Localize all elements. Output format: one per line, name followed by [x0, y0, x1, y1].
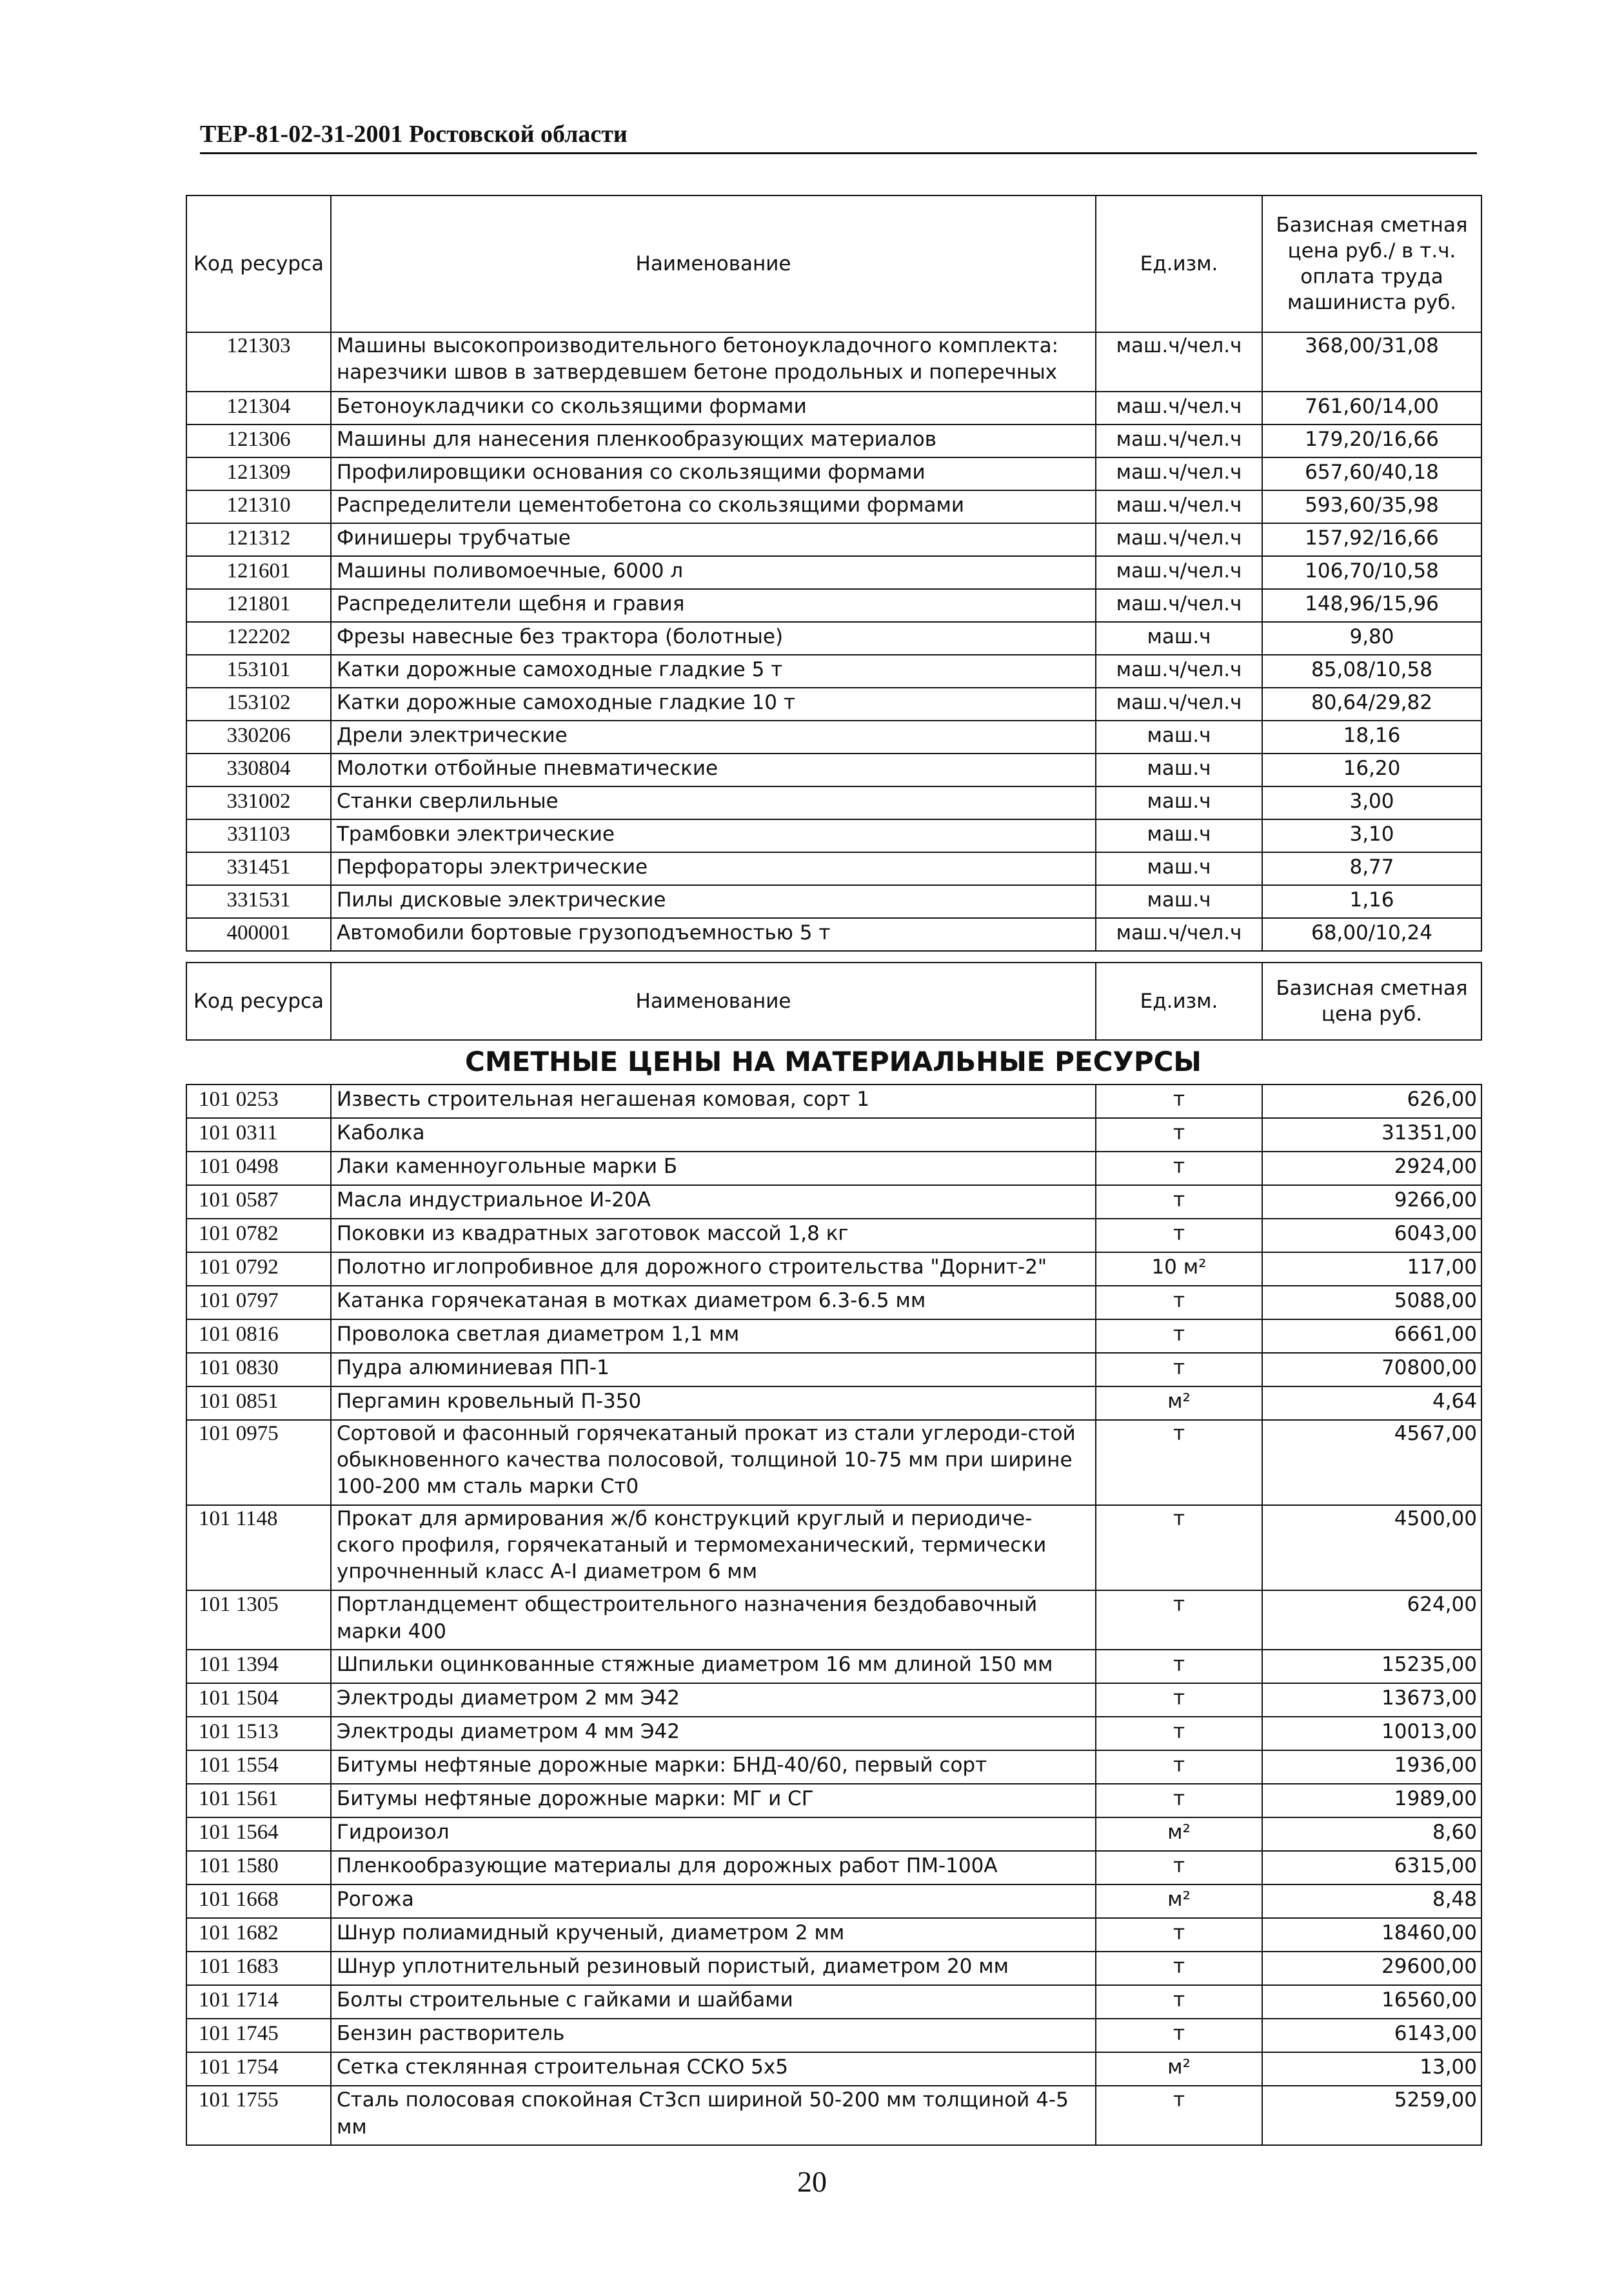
row-unit: т	[1096, 2086, 1262, 2145]
table-row	[186, 1817, 1481, 1851]
row-price: 368,00/31,08	[1262, 332, 1481, 392]
row-price: 29600,00	[1262, 1952, 1481, 1985]
row-name: Шпильки оцинкованные стяжные диаметром 16 мм длиной 150 мм	[331, 1650, 1096, 1683]
row-unit: т	[1096, 1985, 1262, 2019]
column-header-price: Базисная сметная цена руб.	[1262, 963, 1481, 1040]
row-price: 13673,00	[1262, 1683, 1481, 1717]
row-unit: т	[1096, 1505, 1262, 1590]
row-price: 6143,00	[1262, 2019, 1481, 2052]
row-price: 8,60	[1262, 1817, 1481, 1851]
row-name: Рогожа	[331, 1884, 1096, 1918]
row-code: 122202	[186, 622, 331, 655]
row-price: 761,60/14,00	[1262, 392, 1481, 425]
row-price: 80,64/29,82	[1262, 688, 1481, 721]
table-row	[186, 721, 1481, 754]
row-name: Бетоноукладчики со скользящими формами	[331, 392, 1096, 425]
row-code: 330804	[186, 754, 331, 786]
row-name: Шнур уплотнительный резиновый пористый, диаметром 20 мм	[331, 1952, 1096, 1985]
table-row	[186, 754, 1481, 786]
row-code: 101 0851	[186, 1386, 331, 1420]
row-unit: маш.ч	[1096, 721, 1262, 754]
table-row	[186, 2052, 1481, 2086]
row-name: Пергамин кровельный П-350	[331, 1386, 1096, 1420]
row-unit: маш.ч/чел.ч	[1096, 918, 1262, 951]
row-code: 101 1714	[186, 1985, 331, 2019]
row-name: Сетка стеклянная строительная ССКО 5х5	[331, 2052, 1096, 2086]
row-price: 117,00	[1262, 1252, 1481, 1286]
row-name: Машины для нанесения пленкообразующих материалов	[331, 425, 1096, 457]
row-unit: маш.ч/чел.ч	[1096, 457, 1262, 490]
row-name: Лаки каменноугольные марки Б	[331, 1152, 1096, 1185]
row-unit: маш.ч/чел.ч	[1096, 655, 1262, 688]
row-name: Профилировщики основания со скользящими формами	[331, 457, 1096, 490]
table-row	[186, 2086, 1481, 2145]
table-row	[186, 918, 1481, 951]
row-name: Битумы нефтяные дорожные марки: БНД-40/60, первый сорт	[331, 1750, 1096, 1784]
table-row	[186, 1851, 1481, 1884]
row-code: 101 1554	[186, 1750, 331, 1784]
row-name: Трамбовки электрические	[331, 819, 1096, 852]
column-header-name: Наименование	[331, 195, 1096, 332]
row-unit: маш.ч/чел.ч	[1096, 490, 1262, 523]
row-unit: т	[1096, 1784, 1262, 1817]
row-name: Финишеры трубчатые	[331, 523, 1096, 556]
row-code: 101 1305	[186, 1590, 331, 1650]
table-header-row	[186, 195, 1481, 332]
table-row	[186, 490, 1481, 523]
row-price: 8,48	[1262, 1884, 1481, 1918]
row-name: Машины высокопроизводительного бетоноукладочного комплекта: нарезчики швов в затвердевшем бетоне продольных и поперечных	[331, 332, 1096, 392]
table-row	[186, 1319, 1481, 1353]
row-price: 626,00	[1262, 1085, 1481, 1118]
row-code: 153101	[186, 655, 331, 688]
row-code: 121303	[186, 332, 331, 392]
row-code: 101 1754	[186, 2052, 331, 2086]
row-name: Распределители цементобетона со скользящими формами	[331, 490, 1096, 523]
row-price: 9,80	[1262, 622, 1481, 655]
row-unit: т	[1096, 1152, 1262, 1185]
row-unit: т	[1096, 1851, 1262, 1884]
row-code: 121801	[186, 589, 331, 622]
row-code: 331451	[186, 852, 331, 885]
row-price: 3,00	[1262, 786, 1481, 819]
row-unit: т	[1096, 1219, 1262, 1252]
table-row	[186, 1252, 1481, 1286]
row-code: 101 1394	[186, 1650, 331, 1683]
row-code: 153102	[186, 688, 331, 721]
table-row	[186, 589, 1481, 622]
row-code: 101 1745	[186, 2019, 331, 2052]
row-name: Электроды диаметром 4 мм Э42	[331, 1717, 1096, 1750]
table-row	[186, 1683, 1481, 1717]
row-unit: т	[1096, 1118, 1262, 1152]
row-code: 121304	[186, 392, 331, 425]
row-unit: т	[1096, 1918, 1262, 1952]
table-row	[186, 1118, 1481, 1152]
column-header-name: Наименование	[331, 963, 1096, 1040]
row-name: Машины поливомоечные, 6000 л	[331, 556, 1096, 589]
row-unit: маш.ч/чел.ч	[1096, 523, 1262, 556]
table-row	[186, 1717, 1481, 1750]
row-code: 101 0311	[186, 1118, 331, 1152]
column-header-code: Код ресурса	[186, 195, 331, 332]
table-row	[186, 457, 1481, 490]
column-header-unit: Ед.изм.	[1096, 195, 1262, 332]
row-price: 1936,00	[1262, 1750, 1481, 1784]
table-row	[186, 1386, 1481, 1420]
row-name: Каболка	[331, 1118, 1096, 1152]
table-row	[186, 655, 1481, 688]
row-name: Бензин растворитель	[331, 2019, 1096, 2052]
table-row	[186, 2019, 1481, 2052]
row-name: Проволока светлая диаметром 1,1 мм	[331, 1319, 1096, 1353]
column-header-code: Код ресурса	[186, 963, 331, 1040]
table-row	[186, 1152, 1481, 1185]
materials-section-title: СМЕТНЫЕ ЦЕНЫ НА МАТЕРИАЛЬНЫЕ РЕСУРСЫ	[465, 1046, 1202, 1077]
row-name: Известь строительная негашеная комовая, сорт 1	[331, 1085, 1096, 1118]
row-name: Автомобили бортовые грузоподъемностью 5 т	[331, 918, 1096, 951]
row-unit: м²	[1096, 2052, 1262, 2086]
table-row	[186, 1219, 1481, 1252]
row-code: 101 1668	[186, 1884, 331, 1918]
row-name: Катки дорожные самоходные гладкие 5 т	[331, 655, 1096, 688]
document-title: ТЕР-81-02-31-2001 Ростовской области	[200, 121, 628, 148]
row-unit: маш.ч/чел.ч	[1096, 332, 1262, 392]
row-name: Перфораторы электрические	[331, 852, 1096, 885]
row-code: 121601	[186, 556, 331, 589]
row-name: Электроды диаметром 2 мм Э42	[331, 1683, 1096, 1717]
row-code: 101 1513	[186, 1717, 331, 1750]
row-price: 9266,00	[1262, 1185, 1481, 1219]
row-unit: т	[1096, 1650, 1262, 1683]
page-number: 20	[797, 2165, 827, 2198]
row-unit: т	[1096, 1420, 1262, 1505]
row-price: 1,16	[1262, 885, 1481, 918]
row-price: 2924,00	[1262, 1152, 1481, 1185]
table-row	[186, 1353, 1481, 1386]
row-name: Сортовой и фасонный горячекатаный прокат из стали углероди-стой обыкновенного качества полосовой, толщиной 10-75 мм при ширине 100-200 мм сталь марки Ст0	[331, 1420, 1096, 1505]
table-row	[186, 1085, 1481, 1118]
table-row	[186, 425, 1481, 457]
table-row	[186, 1590, 1481, 1650]
row-name: Дрели электрические	[331, 721, 1096, 754]
row-price: 106,70/10,58	[1262, 556, 1481, 589]
row-unit: м²	[1096, 1386, 1262, 1420]
row-price: 3,10	[1262, 819, 1481, 852]
row-price: 4,64	[1262, 1386, 1481, 1420]
row-name: Пудра алюминиевая ПП-1	[331, 1353, 1096, 1386]
row-unit: маш.ч/чел.ч	[1096, 392, 1262, 425]
table-row	[186, 1286, 1481, 1319]
table-row	[186, 1918, 1481, 1952]
table-row	[186, 1784, 1481, 1817]
row-name: Битумы нефтяные дорожные марки: МГ и СГ	[331, 1784, 1096, 1817]
row-code: 101 1148	[186, 1505, 331, 1590]
row-price: 13,00	[1262, 2052, 1481, 2086]
row-price: 657,60/40,18	[1262, 457, 1481, 490]
table-row	[186, 622, 1481, 655]
row-price: 5088,00	[1262, 1286, 1481, 1319]
row-code: 101 1561	[186, 1784, 331, 1817]
row-unit: т	[1096, 1185, 1262, 1219]
row-unit: м²	[1096, 1817, 1262, 1851]
row-price: 4500,00	[1262, 1505, 1481, 1590]
row-code: 330206	[186, 721, 331, 754]
row-unit: маш.ч/чел.ч	[1096, 589, 1262, 622]
table-row	[186, 392, 1481, 425]
row-unit: маш.ч	[1096, 622, 1262, 655]
row-code: 101 1564	[186, 1817, 331, 1851]
row-name: Станки сверлильные	[331, 786, 1096, 819]
table-row	[186, 556, 1481, 589]
row-price: 624,00	[1262, 1590, 1481, 1650]
row-price: 157,92/16,66	[1262, 523, 1481, 556]
table-row	[186, 1505, 1481, 1590]
table-row	[186, 786, 1481, 819]
row-unit: м²	[1096, 1884, 1262, 1918]
row-code: 101 0498	[186, 1152, 331, 1185]
row-name: Портландцемент общестроительного назначения бездобавочный марки 400	[331, 1590, 1096, 1650]
row-name: Катки дорожные самоходные гладкие 10 т	[331, 688, 1096, 721]
row-code: 101 1755	[186, 2086, 331, 2145]
row-unit: маш.ч/чел.ч	[1096, 425, 1262, 457]
row-name: Катанка горячекатаная в мотках диаметром 6.3-6.5 мм	[331, 1286, 1096, 1319]
row-price: 16560,00	[1262, 1985, 1481, 2019]
row-unit: т	[1096, 1952, 1262, 1985]
row-code: 101 1504	[186, 1683, 331, 1717]
row-code: 101 0975	[186, 1420, 331, 1505]
row-code: 101 0816	[186, 1319, 331, 1353]
row-unit: маш.ч	[1096, 754, 1262, 786]
row-code: 331531	[186, 885, 331, 918]
table-row	[186, 885, 1481, 918]
table-row	[186, 1750, 1481, 1784]
row-unit: 10 м²	[1096, 1252, 1262, 1286]
table-row	[186, 1985, 1481, 2019]
column-header-unit: Ед.изм.	[1096, 963, 1262, 1040]
row-price: 18,16	[1262, 721, 1481, 754]
row-code: 101 0782	[186, 1219, 331, 1252]
row-unit: т	[1096, 1750, 1262, 1784]
row-code: 101 1683	[186, 1952, 331, 1985]
row-unit: т	[1096, 1319, 1262, 1353]
table-row	[186, 819, 1481, 852]
row-price: 148,96/15,96	[1262, 589, 1481, 622]
row-price: 70800,00	[1262, 1353, 1481, 1386]
row-code: 101 0830	[186, 1353, 331, 1386]
row-name: Пленкообразующие материалы для дорожных работ ПМ-100А	[331, 1851, 1096, 1884]
row-price: 4567,00	[1262, 1420, 1481, 1505]
row-price: 15235,00	[1262, 1650, 1481, 1683]
row-code: 400001	[186, 918, 331, 951]
document-header	[200, 116, 1477, 154]
row-code: 121312	[186, 523, 331, 556]
row-price: 16,20	[1262, 754, 1481, 786]
row-price: 593,60/35,98	[1262, 490, 1481, 523]
table-header-row	[186, 963, 1481, 1040]
row-name: Гидроизол	[331, 1817, 1096, 1851]
table-row	[186, 852, 1481, 885]
row-unit: маш.ч	[1096, 852, 1262, 885]
row-unit: т	[1096, 1590, 1262, 1650]
row-name: Прокат для армирования ж/б конструкций круглый и периодиче-ского профиля, горячекатаный и термомеханический, термически упрочненный класс А-I диаметром 6 мм	[331, 1505, 1096, 1590]
table-row	[186, 332, 1481, 392]
row-name: Полотно иглопробивное для дорожного строительства "Дорнит-2"	[331, 1252, 1096, 1286]
row-name: Распределители щебня и гравия	[331, 589, 1096, 622]
row-unit: т	[1096, 2019, 1262, 2052]
table-row	[186, 523, 1481, 556]
row-code: 101 1580	[186, 1851, 331, 1884]
table-row	[186, 1185, 1481, 1219]
row-price: 10013,00	[1262, 1717, 1481, 1750]
row-code: 101 0792	[186, 1252, 331, 1286]
table-row	[186, 1420, 1481, 1505]
row-name: Масла индустриальное И-20А	[331, 1185, 1096, 1219]
row-name: Сталь полосовая спокойная Ст3сп шириной 50-200 мм толщиной 4-5 мм	[331, 2086, 1096, 2145]
row-name: Пилы дисковые электрические	[331, 885, 1096, 918]
row-price: 85,08/10,58	[1262, 655, 1481, 688]
row-unit: т	[1096, 1286, 1262, 1319]
row-price: 68,00/10,24	[1262, 918, 1481, 951]
row-name: Шнур полиамидный крученый, диаметром 2 мм	[331, 1918, 1096, 1952]
row-name: Молотки отбойные пневматические	[331, 754, 1096, 786]
row-price: 5259,00	[1262, 2086, 1481, 2145]
row-unit: т	[1096, 1683, 1262, 1717]
row-code: 331103	[186, 819, 331, 852]
row-unit: т	[1096, 1717, 1262, 1750]
row-unit: т	[1096, 1353, 1262, 1386]
row-unit: т	[1096, 1085, 1262, 1118]
table-row	[186, 1952, 1481, 1985]
column-header-price: Базисная сметная цена руб./ в т.ч. оплата труда машиниста руб.	[1262, 195, 1481, 332]
row-unit: маш.ч	[1096, 786, 1262, 819]
row-code: 101 0797	[186, 1286, 331, 1319]
row-code: 331002	[186, 786, 331, 819]
row-name: Болты строительные с гайками и шайбами	[331, 1985, 1096, 2019]
materials-table-header	[186, 962, 1482, 1041]
row-code: 101 0587	[186, 1185, 331, 1219]
row-code: 101 1682	[186, 1918, 331, 1952]
row-price: 6661,00	[1262, 1319, 1481, 1353]
row-price: 8,77	[1262, 852, 1481, 885]
row-price: 6043,00	[1262, 1219, 1481, 1252]
row-unit: маш.ч/чел.ч	[1096, 688, 1262, 721]
row-code: 121309	[186, 457, 331, 490]
materials-price-table	[186, 1084, 1482, 2146]
row-price: 6315,00	[1262, 1851, 1481, 1884]
table-row	[186, 1650, 1481, 1683]
machines-price-table	[186, 195, 1482, 952]
row-price: 31351,00	[1262, 1118, 1481, 1152]
row-code: 101 0253	[186, 1085, 331, 1118]
table-row	[186, 1884, 1481, 1918]
row-unit: маш.ч	[1096, 885, 1262, 918]
row-code: 121306	[186, 425, 331, 457]
row-name: Фрезы навесные без трактора (болотные)	[331, 622, 1096, 655]
row-name: Поковки из квадратных заготовок массой 1,8 кг	[331, 1219, 1096, 1252]
row-unit: маш.ч	[1096, 819, 1262, 852]
row-unit: маш.ч/чел.ч	[1096, 556, 1262, 589]
row-price: 18460,00	[1262, 1918, 1481, 1952]
row-price: 179,20/16,66	[1262, 425, 1481, 457]
table-row	[186, 688, 1481, 721]
row-price: 1989,00	[1262, 1784, 1481, 1817]
row-code: 121310	[186, 490, 331, 523]
